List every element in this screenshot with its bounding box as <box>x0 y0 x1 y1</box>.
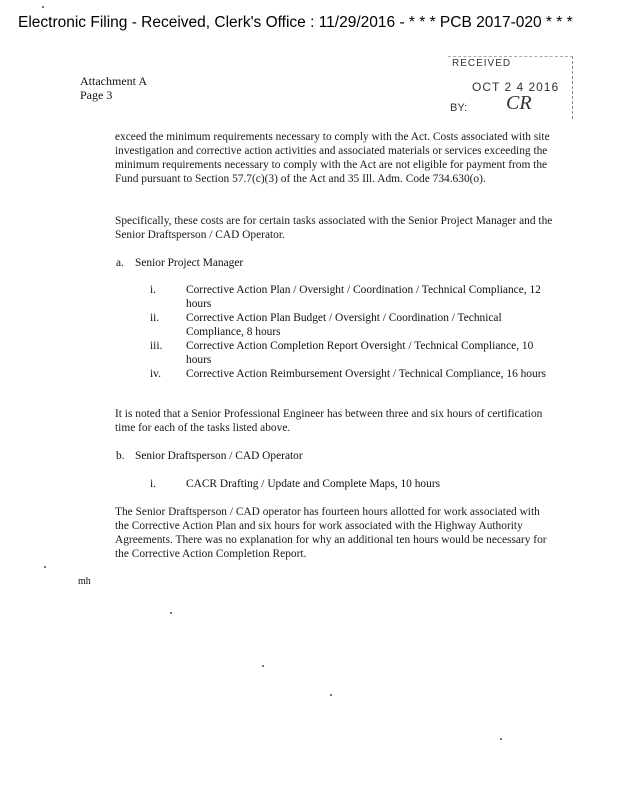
stamp-received-text: RECEIVED <box>452 58 512 69</box>
received-stamp <box>448 56 578 126</box>
section-b-label: Senior Draftsperson / CAD Operator <box>135 450 303 462</box>
paragraph-costs: exceed the minimum requirements necessary to comply with the Act. Costs associated with site investigation and corrective action activities and associated materials or services exceeding the minimum requirements necessary to comply with the Act are not eligible for payment from the Fund pursuant to Section 57.7(c)(3) of the Act and 35 Ill. Adm. Code 734.630(o). <box>115 131 550 185</box>
attachment-page: Page 3 <box>80 88 113 102</box>
list-item-number: iv. <box>150 368 161 380</box>
paragraph-draftsperson: The Senior Draftsperson / CAD operator has fourteen hours allotted for work associated with the Corrective Action Plan and six hours for work associated with the Highway Authority Agreements. There was no explanation for why an additional ten hours would be necessary for the Corrective Action Completion Report. <box>115 506 547 560</box>
stamp-date: OCT 2 4 2016 <box>472 80 560 94</box>
list-item-text: Corrective Action Plan Budget / Oversight / Coordination / Technical Compliance, 8 hours <box>186 312 502 338</box>
attachment-heading <box>80 74 147 102</box>
list-item-number: iii. <box>150 340 163 352</box>
attachment-title: Attachment A <box>80 74 147 88</box>
section-a-marker: a. <box>116 257 124 269</box>
scan-speck <box>44 566 46 568</box>
scan-speck <box>330 694 332 696</box>
scan-speck <box>262 665 264 667</box>
section-b-marker: b. <box>116 450 125 462</box>
list-item-number: ii. <box>150 312 160 324</box>
scan-speck <box>500 738 502 740</box>
typist-initials: mh <box>78 576 91 587</box>
list-item-number: i. <box>150 478 157 490</box>
list-item-text: Corrective Action Plan / Oversight / Coordination / Technical Compliance, 12 hours <box>186 284 541 310</box>
list-item-number: i. <box>150 284 157 296</box>
list-item-text: Corrective Action Reimbursement Oversight / Technical Compliance, 16 hours <box>186 368 546 380</box>
filing-header: Electronic Filing - Received, Clerk's Office : 11/29/2016 - * * * PCB 2017-020 * * * <box>18 14 573 31</box>
stamp-signature: CR <box>506 92 532 114</box>
stamp-by-label: BY: <box>450 102 468 114</box>
paragraph-engineer-note: It is noted that a Senior Professional Engineer has between three and six hours of certification time for each of the tasks listed above. <box>115 408 543 434</box>
list-item-text: CACR Drafting / Update and Complete Maps, 10 hours <box>186 478 441 490</box>
scan-speck <box>170 612 172 614</box>
paragraph-specifically: Specifically, these costs are for certain tasks associated with the Senior Project Manager and the Senior Draftsperson / CAD Operator. <box>115 215 553 241</box>
scan-speck <box>42 6 44 8</box>
list-item-text: Corrective Action Completion Report Oversight / Technical Compliance, 10 hours <box>186 340 534 366</box>
section-a-label: Senior Project Manager <box>135 257 244 269</box>
